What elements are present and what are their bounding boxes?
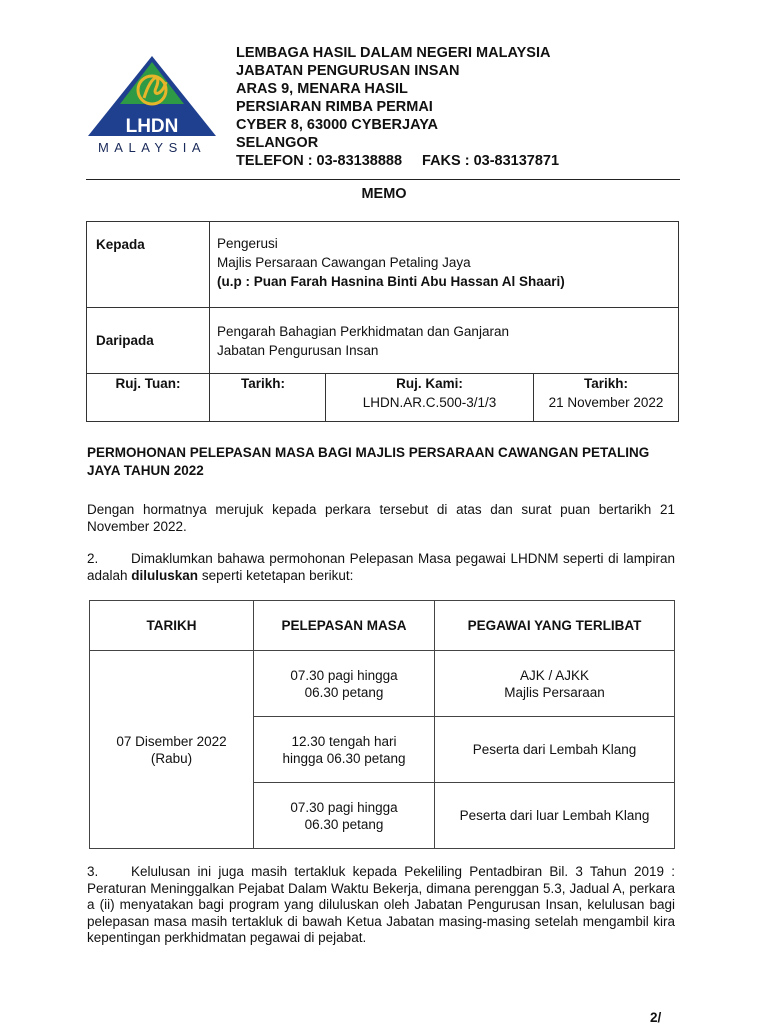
- paragraph-number: 2.: [87, 551, 99, 566]
- recipient-line: Majlis Persaraan Cawangan Petaling Jaya: [217, 255, 471, 270]
- header-divider: [86, 179, 680, 180]
- staff-text: Peserta dari luar Lembah Klang: [459, 808, 650, 823]
- column-header: PELEPASAN MASA: [254, 601, 435, 651]
- time-text: 12.30 tengah hari: [291, 733, 397, 749]
- svg-text:LHDN: LHDN: [125, 116, 179, 137]
- recipient-attention: (u.p : Puan Farah Hasnina Binti Abu Hassan Al Shaari): [217, 274, 565, 289]
- lhdn-logo: [82, 52, 222, 162]
- time-text: 06.30 petang: [304, 684, 384, 700]
- paragraph-text: Dimaklumkan bahawa permohonan Pelepasan Masa pegawai LHDNM seperti di lampiran adalah: [87, 551, 675, 583]
- paragraph-text: seperti ketetapan berikut:: [198, 567, 354, 583]
- schedule-table: [89, 600, 675, 849]
- addressing-table: [86, 221, 679, 422]
- kepada-label: Kepada: [87, 222, 210, 308]
- lhdn-emblem-icon: [82, 52, 222, 142]
- tarikh-label: Tarikh:: [583, 376, 628, 391]
- staff-text: Majlis Persaraan: [504, 684, 605, 700]
- organisation-address: [236, 44, 559, 170]
- daripada-label: Daripada: [87, 308, 210, 374]
- address-line: PERSIARAN RIMBA PERMAI: [236, 99, 433, 115]
- time-cell: [254, 651, 435, 717]
- approval-status: diluluskan: [131, 567, 199, 583]
- day-text: (Rabu): [150, 750, 193, 766]
- page-number: 2/: [650, 1010, 662, 1025]
- time-text: 07.30 pagi hingga: [290, 667, 398, 683]
- ruj-kami-label: Ruj. Kami:: [396, 376, 463, 391]
- date-cell: [90, 651, 254, 849]
- staff-cell: [435, 651, 675, 717]
- address-line: CYBER 8, 63000 CYBERJAYA: [236, 117, 439, 133]
- paragraph-1: Dengan hormatnya merujuk kepada perkara tersebut di atas dan surat puan bertarikh 21 November 2022.: [87, 502, 675, 534]
- tarikh-cell-2: [534, 374, 679, 422]
- time-cell: [254, 717, 435, 783]
- staff-cell: [435, 783, 675, 849]
- org-name: LEMBAGA HASIL DALAM NEGERI MALAYSIA: [236, 45, 551, 61]
- table-row: [90, 651, 675, 717]
- logo-country-text: MALAYSIA: [97, 140, 207, 155]
- paragraph-text: Kelulusan ini juga masih tertakluk kepada Pekeliling Pentadbiran Bil. 3 Tahun 2019 : Peraturan Meninggalkan Pejabat Dalam Waktu Bekerja, dimana perenggan 5.3, Jadual A, perkara a (ii) menyatakan bagi program yang diluluskan oleh Jabatan Pengurusan Insan, kelulusan bagi pelepasan masa masih tertakluk di bawah Ketua Jabatan masing-masing setelah mengambil kira kepentingan perkhidmatan pegawai di pejabat.: [87, 864, 675, 945]
- ruj-kami-value: LHDN.AR.C.500-3/1/3: [362, 395, 497, 410]
- ruj-tuan-label: Ruj. Tuan:: [115, 376, 181, 391]
- ruj-kami-cell: [326, 374, 534, 422]
- table-header-row: [90, 601, 675, 651]
- memo-subject: PERMOHONAN PELEPASAN MASA BAGI MAJLIS PERSARAAN CAWANGAN PETALING JAYA TAHUN 2022: [87, 445, 650, 478]
- paragraph-3: [87, 864, 675, 947]
- fax: FAKS : 03-83137871: [422, 153, 560, 169]
- paragraph-number: 3.: [87, 864, 99, 879]
- memo-title: MEMO: [361, 186, 407, 202]
- tarikh-value: 21 November 2022: [548, 395, 664, 410]
- staff-text: AJK / AJKK: [519, 667, 590, 683]
- ruj-tuan-cell: [87, 374, 210, 422]
- daripada-value: [210, 308, 679, 374]
- time-text: 07.30 pagi hingga: [290, 799, 398, 815]
- sender-line: Pengarah Bahagian Perkhidmatan dan Ganjaran: [217, 323, 509, 339]
- telephone: TELEFON : 03-83138888: [236, 153, 403, 169]
- kepada-value: [210, 222, 679, 308]
- address-line: SELANGOR: [236, 135, 319, 151]
- tarikh-cell-1: [210, 374, 326, 422]
- date-text: 07 Disember 2022: [116, 733, 227, 749]
- staff-cell: [435, 717, 675, 783]
- org-department: JABATAN PENGURUSAN INSAN: [236, 63, 460, 79]
- tarikh-label: Tarikh:: [241, 376, 286, 391]
- address-line: ARAS 9, MENARA HASIL: [236, 81, 408, 97]
- time-text: hingga 06.30 petang: [282, 750, 406, 766]
- time-cell: [254, 783, 435, 849]
- sender-line: Jabatan Pengurusan Insan: [217, 342, 379, 358]
- staff-text: Peserta dari Lembah Klang: [472, 742, 637, 757]
- column-header: PEGAWAI YANG TERLIBAT: [435, 601, 675, 651]
- recipient-line: Pengerusi: [217, 236, 278, 251]
- column-header: TARIKH: [90, 601, 254, 651]
- contact-line: [236, 152, 559, 170]
- paragraph-2: [87, 551, 675, 584]
- time-text: 06.30 petang: [304, 816, 384, 832]
